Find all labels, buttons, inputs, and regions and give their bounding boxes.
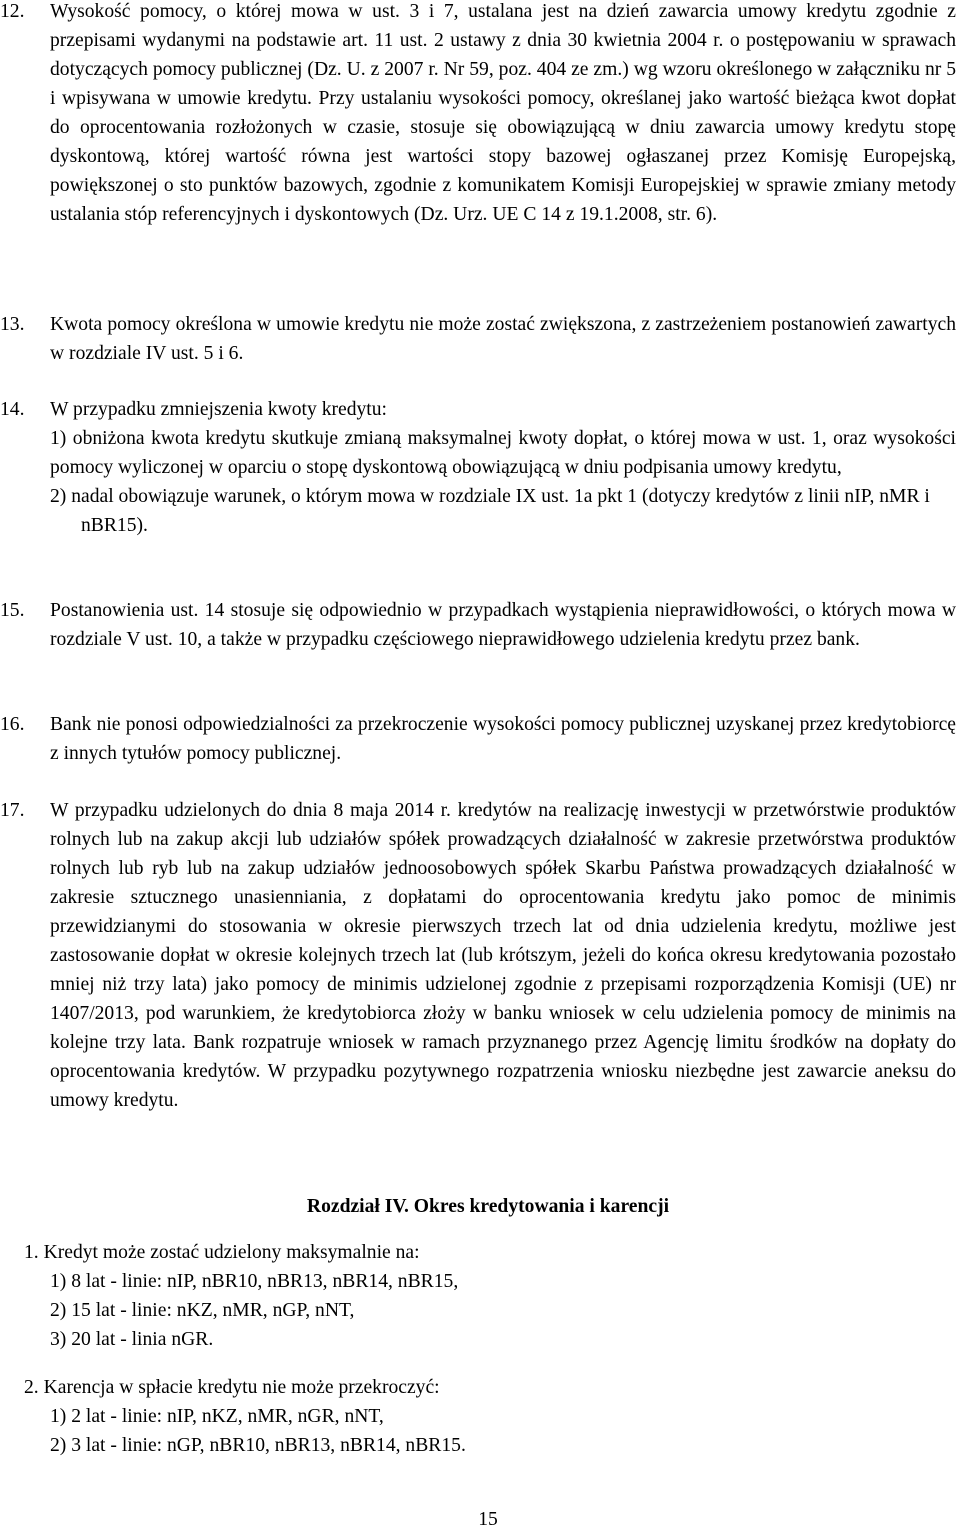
paragraph-text: Postanowienia ust. 14 stosuje się odpowiednio w przypadkach wystąpienia nieprawidłowości, o których mowa w rozdziale V ust. 10, a także w przypadku częściowego nieprawidłowego udzielenia kredytu przez bank. [50, 600, 956, 650]
paragraph-body [50, 395, 956, 424]
paragraph-text: W przypadku udzielonych do dnia 8 maja 2014 r. kredytów na realizację inwestycji w przetwórstwie produktów rolnych lub na zakup akcji lub udziałów spółek prowadzących działalność w zakresie przetwórstwa produktów rolnych lub ryb lub na zakup udziałów jednoosobowych spółek Skarbu Państwa prowadzących działalność w zakresie sztucznego unasienniania, z dopłatami do oprocentowania kredytu jako pomoc de minimis przewidzianymi do stosowania w okresie pierwszych trzech lat od dnia udzielenia kredytu, możliwe jest zastosowanie dopłat w okresie kolejnych trzech lat (lub krótszym, jeżeli do końca okresu kredytowania pozostało mniej niż trzy lata) jako pomocy de minimis udzielonej zgodnie z przepisami rozporządzenia Komisji (UE) nr 1407/2013, pod warunkiem, że kredytobiorca złoży w banku wniosek w celu udzielenia pomocy de minimis na kolejne trzy lata. Bank rozpatruje wniosek w ramach przyznanego przez Agencję limitu środków na dopłaty do oprocentowania kredytów. W przypadku pozytywnego rozpatrzenia wniosku niezbędne jest zawarcie aneksu do umowy kredytu. [50, 800, 956, 1111]
sub-point-1: 1) obniżona kwota kredytu skutkuje zmianą maksymalnej kwoty dopłat, o której mowa w ust. 1, oraz wysokości pomocy wyliczonej w oparciu o stopę dyskontową obowiązującą w dniu podpisania umowy kredytu, [50, 428, 956, 478]
paragraph-text: Wysokość pomocy, o której mowa w ust. 3 i 7, ustalana jest na dzień zawarcia umowy kredytu zgodnie z przepisami wydanymi na podstawie art. 11 ust. 2 ustawy z dnia 30 kwietnia 2004 r. o postępowaniu w sprawach dotyczących pomocy publicznej (Dz. U. z 2007 r. Nr 59, poz. 404 ze zm.) wg wzoru określonego w załączniku nr 5 i wpisywana w umowie kredytu. Przy ustalaniu wysokości pomocy, określanej jako wartość bieżąca kwot dopłat do oprocentowania rozłożonych w czasie, stosuje się obowiązującą w dniu zawarcia umowy kredytu stopę dyskontową, której wartość równa jest wartości stopy bazowej ogłaszanej przez Komisję Europejską, powiększonej o sto punktów bazowych, zgodnie z komunikatem Komisji Europejskiej w sprawie zmiany metody ustalania stóp referencyjnych i dyskontowych (Dz. Urz. UE C 14 z 19.1.2008, str. 6). [50, 1, 956, 225]
paragraph-17 [0, 796, 956, 1115]
list-item: 2) 3 lat - linie: nGP, nBR10, nBR13, nBR14, nBR15. [50, 1435, 466, 1456]
paragraph-text: Bank nie ponosi odpowiedzialności za przekroczenie wysokości pomocy publicznej uzyskanej przez kredytobiorcę z innych tytułów pomocy publicznej. [50, 714, 956, 764]
paragraph-number: 15. [0, 600, 25, 621]
list-item: 3) 20 lat - linia nGR. [50, 1329, 214, 1350]
section-2-list [0, 1373, 900, 1460]
sub-point-2 [50, 482, 956, 540]
section-1-heading: 1. Kredyt może zostać udzielony maksymalnie na: [24, 1242, 420, 1263]
paragraph-number: 17. [0, 800, 25, 821]
paragraph-15 [0, 596, 956, 654]
paragraph-text: Kwota pomocy określona w umowie kredytu nie może zostać zwiększona, z zastrzeżeniem postanowień zawartych w rozdziale IV ust. 5 i 6. [50, 314, 956, 364]
list-item: 2) 15 lat - linie: nKZ, nMR, nGP, nNT, [50, 1300, 355, 1321]
paragraph-13 [0, 310, 956, 368]
page-number: 15 [478, 1509, 498, 1530]
list-item: 1) 2 lat - linie: nIP, nKZ, nMR, nGR, nNT, [50, 1406, 384, 1427]
sub-point-2-text: 2) nadal obowiązuje warunek, o którym mowa w rozdziale IX ust. 1a pkt 1 (dotyczy kredytów z linii nIP, nMR i nBR15). [50, 486, 930, 536]
paragraph-text: W przypadku zmniejszenia kwoty kredytu: [50, 399, 387, 420]
paragraph-number: 16. [0, 714, 25, 735]
paragraph-16 [0, 710, 956, 768]
paragraph-number: 13. [0, 314, 25, 335]
paragraph-12 [0, 0, 956, 229]
paragraph-number: 12. [0, 1, 25, 22]
section-2-heading: 2. Karencja w spłacie kredytu nie może przekroczyć: [24, 1377, 440, 1398]
paragraph-14 [0, 395, 956, 540]
paragraph-number: 14. [0, 399, 25, 420]
chapter-title: Rozdział IV. Okres kredytowania i karencji [306, 1196, 670, 1217]
section-1-list [0, 1238, 900, 1354]
list-item: 1) 8 lat - linie: nIP, nBR10, nBR13, nBR14, nBR15, [50, 1271, 459, 1292]
